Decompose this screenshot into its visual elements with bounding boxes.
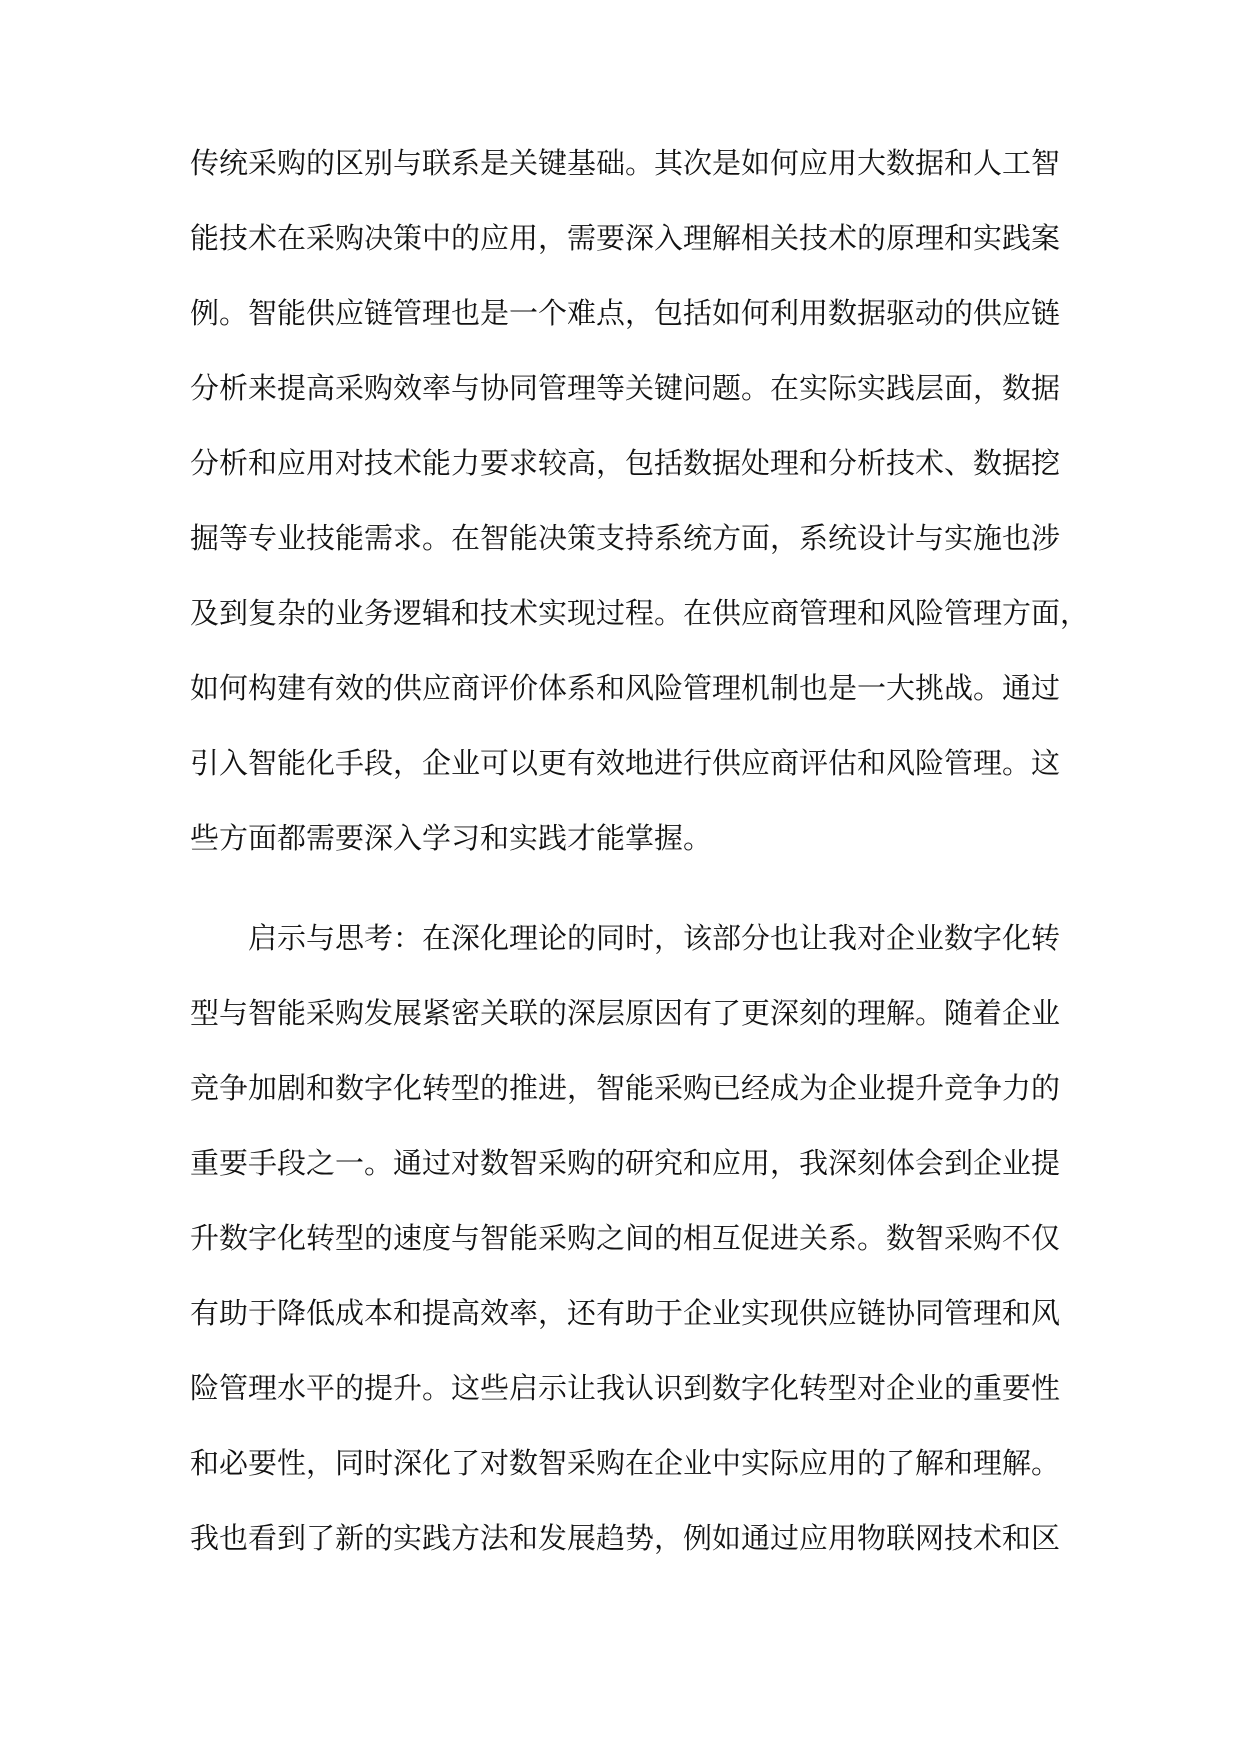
- paragraph-2: [190, 901, 1060, 1576]
- text-line: 重要手段之一。通过对数智采购的研究和应用，我深刻体会到企业提: [190, 1146, 1061, 1180]
- text-line: 升数字化转型的速度与智能采购之间的相互促进关系。数智采购不仅: [190, 1221, 1061, 1255]
- text-line: 传统采购的区别与联系是关键基础。其次是如何应用大数据和人工智: [190, 146, 1061, 180]
- text-line: 竞争加剧和数字化转型的推进，智能采购已经成为企业提升竞争力的: [190, 1071, 1061, 1105]
- text-line: 和必要性，同时深化了对数智采购在企业中实际应用的了解和理解。: [190, 1446, 1061, 1480]
- text-line: 有助于降低成本和提高效率，还有助于企业实现供应链协同管理和风: [190, 1296, 1061, 1330]
- text-line: 我也看到了新的实践方法和发展趋势，例如通过应用物联网技术和区: [190, 1521, 1061, 1555]
- text-line: 掘等专业技能需求。在智能决策支持系统方面，系统设计与实施也涉: [190, 521, 1061, 555]
- text-line: 些方面都需要深入学习和实践才能掌握。: [190, 821, 713, 855]
- text-line: 引入智能化手段，企业可以更有效地进行供应商评估和风险管理。这: [190, 746, 1061, 780]
- text-line: 例。智能供应链管理也是一个难点，包括如何利用数据驱动的供应链: [190, 296, 1061, 330]
- text-line: 如何构建有效的供应商评价体系和风险管理机制也是一大挑战。通过: [190, 671, 1061, 705]
- text-line: 启示与思考：在深化理论的同时，该部分也让我对企业数字化转: [248, 921, 1061, 955]
- paragraph-1: [190, 126, 1090, 876]
- text-line: 分析和应用对技术能力要求较高，包括数据处理和分析技术、数据挖: [190, 446, 1061, 480]
- text-line: 及到复杂的业务逻辑和技术实现过程。在供应商管理和风险管理方面，: [190, 596, 1090, 630]
- text-line: 能技术在采购决策中的应用，需要深入理解相关技术的原理和实践案: [190, 221, 1061, 255]
- text-line: 型与智能采购发展紧密关联的深层原因有了更深刻的理解。随着企业: [190, 996, 1061, 1030]
- text-line: 分析来提高采购效率与协同管理等关键问题。在实际实践层面，数据: [190, 371, 1061, 405]
- text-line: 险管理水平的提升。这些启示让我认识到数字化转型对企业的重要性: [190, 1371, 1061, 1405]
